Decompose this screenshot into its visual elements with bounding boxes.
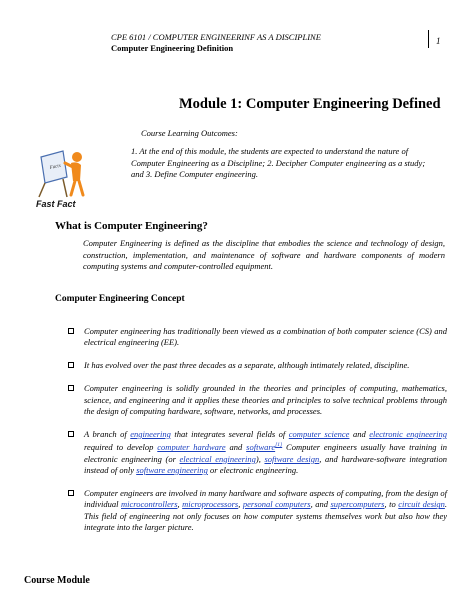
bullet-text: A branch of [84, 428, 131, 439]
bullet-text: , to [384, 499, 399, 510]
list-item [67, 488, 447, 534]
link-personal-computers[interactable]: personal computers [242, 499, 311, 510]
fast-fact-label: Fast Fact [36, 199, 76, 209]
bullet-text: ), [255, 453, 265, 464]
bullet-text: Computer engineering is solidly grounded in the theories and principles of computing, mathematics, science, and engineering and it applies these theories and principles to solve technical problems through the design of computing hardware, software, networks, and processes. [84, 383, 447, 417]
bullet-text: , [177, 499, 183, 510]
header-subtitle: Computer Engineering Definition [111, 43, 234, 53]
link-supercomputers[interactable]: supercomputers [330, 499, 385, 510]
link-electrical-engineering[interactable]: electrical engineering [179, 453, 256, 464]
page-header [111, 32, 321, 54]
course-code-line: CPE 6101 / COMPUTER ENGINEERINF AS A DISCIPLINE [111, 32, 321, 42]
fast-fact-illustration-icon [33, 143, 89, 211]
bullet-text: that integrates several fields of [170, 428, 289, 439]
list-item [67, 326, 447, 349]
link-electronic-engineering[interactable]: electronic engineering [369, 428, 447, 439]
link-computer-science[interactable]: computer science [288, 428, 350, 439]
link-software-design[interactable]: software design [264, 453, 320, 464]
bullet-text: Computer engineers usually have training in electronic engineering (or [84, 442, 448, 464]
bullet-text: Computer engineering has traditionally been viewed as a combination of both computer science (CS) and electrical engineering (EE). [84, 326, 447, 348]
link-engineering[interactable]: engineering [130, 428, 171, 439]
page-number: 1 [436, 36, 441, 46]
citation-link[interactable]: [1] [275, 442, 283, 449]
link-software-engineering[interactable]: software engineering [136, 464, 208, 475]
bullet-text: required to develop [84, 442, 158, 453]
checkbox-bullet-icon [68, 385, 74, 391]
board-text: Facts [49, 163, 62, 171]
bullet-text: or electronic engineering. [207, 464, 299, 475]
link-computer-hardware[interactable]: computer hardware [157, 442, 226, 453]
checkbox-bullet-icon [68, 490, 74, 496]
checkbox-bullet-icon [68, 431, 74, 437]
list-item [67, 360, 447, 371]
checkbox-bullet-icon [68, 328, 74, 334]
bullet-text: and [225, 442, 247, 453]
bullet-text: and [349, 428, 370, 439]
ce-definition: Computer Engineering is defined as the discipline that embodies the science and technology of design, construction, implementation, and maintenance of software and hardware components of modern computing systems and computer-controlled equipment. [83, 238, 445, 271]
list-item [67, 383, 447, 417]
bullet-text: , [238, 499, 243, 510]
page-footer: Course Module [24, 575, 90, 586]
section-heading-concept: Computer Engineering Concept [55, 294, 185, 304]
fast-fact-clipart [33, 143, 89, 211]
concept-bullet-list [67, 326, 447, 545]
link-circuit-design[interactable]: circuit design [398, 499, 445, 510]
link-microprocessors[interactable]: microprocessors [182, 499, 239, 510]
bullet-text: , and [310, 499, 331, 510]
bullet-text: , and hardware-software integration instead of only [84, 453, 447, 475]
header-divider [428, 30, 429, 48]
list-item [67, 429, 447, 476]
module-title: Module 1: Computer Engineering Defined [179, 96, 441, 112]
section-heading-what-is-ce: What is Computer Engineering? [55, 220, 208, 232]
link-software[interactable]: software [246, 442, 276, 453]
checkbox-bullet-icon [68, 362, 74, 368]
outcomes-heading: Course Learning Outcomes: [141, 128, 238, 138]
outcomes-text: 1. At the end of this module, the students are expected to understand the nature of Computer Engineering as a Discipline; 2. Decipher Computer engineering as a study; and 3. Define Computer engineering. [131, 146, 426, 179]
bullet-text: . This field of engineering not only focuses on how computer systems themselves work but also how they integrate into the larger picture. [84, 499, 447, 533]
link-microcontrollers[interactable]: microcontrollers [121, 499, 178, 510]
bullet-text: It has evolved over the past three decades as a separate, although intimately related, discipline. [84, 360, 410, 371]
bullet-text: Computer engineers are involved in many hardware and software aspects of computing, from the design of individual [84, 487, 447, 510]
